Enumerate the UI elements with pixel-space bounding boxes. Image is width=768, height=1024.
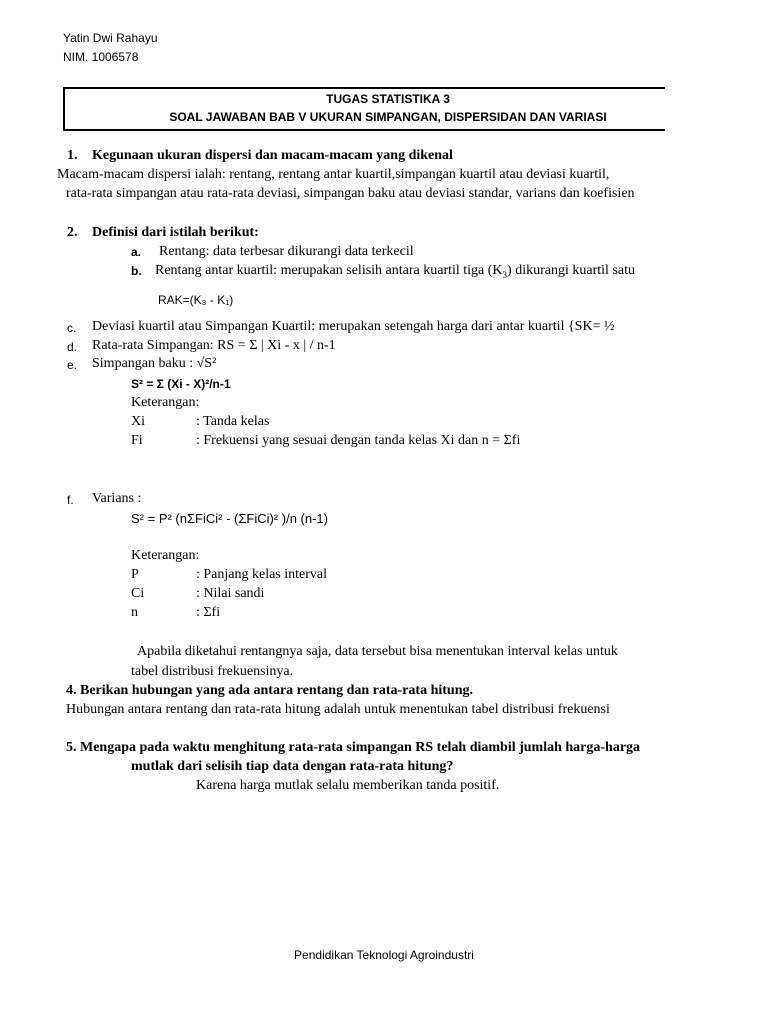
q5-heading-line-2: mutlak dari selisih tiap data dengan rata-rata hitung? bbox=[131, 759, 454, 774]
f-keterangan: Keterangan: bbox=[131, 548, 200, 563]
q4-heading: 4. Berikan hubungan yang ada antara rentang dan rata-rata hitung. bbox=[66, 683, 473, 698]
q2-a-marker: a. bbox=[131, 245, 142, 259]
q3-answer-line-1: Apabila diketahui rentangnya saja, data tersebut bisa menentukan interval kelas untuk bbox=[137, 644, 618, 659]
variance-formula-e: S² = Σ (Xi - X)²/n-1 bbox=[131, 377, 231, 391]
q2-heading: Definisi dari istilah berikut: bbox=[92, 225, 259, 240]
title-line-1: TUGAS STATISTIKA 3 bbox=[326, 92, 450, 106]
f-ci-def: : Nilai sandi bbox=[196, 586, 265, 601]
e-keterangan: Keterangan: bbox=[131, 395, 200, 410]
q2-c-text: Deviasi kuartil atau Simpangan Kuartil: merupakan setengah harga dari antar kuartil {SK= ½ bbox=[92, 319, 615, 334]
q2-f-marker: f. bbox=[67, 493, 74, 507]
f-n-term: n bbox=[131, 605, 138, 620]
e-fi-def: : Frekuensi yang sesuai dengan tanda kelas Xi dan n = Σfi bbox=[196, 433, 521, 448]
q4-answer: Hubungan antara rentang dan rata-rata hitung adalah untuk menentukan tabel distribusi frekuensi bbox=[66, 702, 610, 717]
q1-heading: Kegunaan ukuran dispersi dan macam-macam yang dikenal bbox=[92, 148, 453, 163]
author-name: Yatin Dwi Rahayu bbox=[63, 31, 158, 45]
e-xi-term: Xi bbox=[131, 414, 145, 429]
rak-formula: RAK=(K₃ - K₁) bbox=[158, 293, 234, 307]
f-n-def: : Σfi bbox=[196, 605, 221, 620]
q2-f-text: Varians : bbox=[92, 491, 142, 506]
page-footer: Pendidikan Teknologi Agroindustri bbox=[294, 948, 474, 962]
q2-d-marker: d. bbox=[67, 340, 78, 354]
q2-d-text: Rata-rata Simpangan: RS = Σ | Xi - x | / n-1 bbox=[92, 338, 336, 353]
q2-c-marker: c. bbox=[67, 321, 77, 335]
q2-e-marker: e. bbox=[67, 358, 78, 372]
e-fi-term: Fi bbox=[131, 433, 143, 448]
q1-answer-line-1: Macam-macam dispersi ialah: rentang, rentang antar kuartil,simpangan kuartil atau deviasi kuartil, bbox=[57, 167, 610, 182]
f-p-def: : Panjang kelas interval bbox=[196, 567, 328, 582]
q3-answer-line-2: tabel distribusi frekuensinya. bbox=[131, 664, 294, 679]
q1-number: 1. bbox=[67, 148, 78, 163]
q5-answer: Karena harga mutlak selalu memberikan tanda positif. bbox=[196, 778, 500, 793]
q2-b-marker: b. bbox=[131, 264, 142, 278]
q5-heading-line-1: 5. Mengapa pada waktu menghitung rata-rata simpangan RS telah diambil jumlah harga-harga bbox=[66, 740, 641, 755]
student-id: NIM. 1006578 bbox=[63, 50, 139, 64]
q2-a-text: Rentang: data terbesar dikurangi data terkecil bbox=[159, 244, 414, 259]
varians-formula: S² = P² (nΣFiCi² - (ΣFiCi)² )/n (n-1) bbox=[131, 511, 328, 526]
e-xi-def: : Tanda kelas bbox=[196, 414, 270, 429]
title-line-2: SOAL JAWABAN BAB V UKURAN SIMPANGAN, DISPERSIDAN DAN VARIASI bbox=[169, 110, 607, 124]
q2-e-text: Simpangan baku : √S² bbox=[92, 356, 217, 371]
q2-number: 2. bbox=[67, 225, 78, 240]
q1-answer-line-2: rata-rata simpangan atau rata-rata deviasi, simpangan baku atau deviasi standar, varians dan koefisien bbox=[66, 186, 635, 201]
q2-b-text: Rentang antar kuartil: merupakan selisih antara kuartil tiga $(K_3)$ dikurangi kuartil satu bbox=[155, 263, 635, 280]
f-p-term: P bbox=[131, 567, 139, 582]
f-ci-term: Ci bbox=[131, 586, 145, 601]
